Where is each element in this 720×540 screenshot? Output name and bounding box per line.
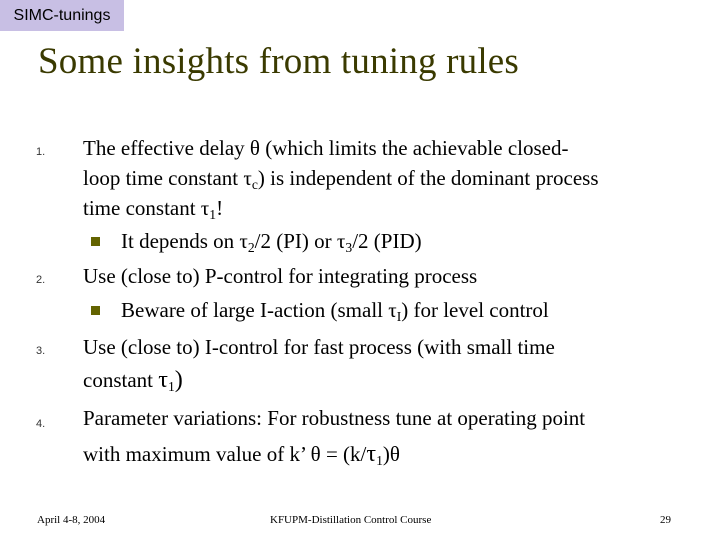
square-bullet-icon bbox=[91, 306, 100, 315]
item-number: 4. bbox=[36, 418, 46, 430]
item-2-subbullet: Beware of large I-action (small $\tau_I$) for level control bbox=[91, 298, 549, 323]
item-number: 3. bbox=[36, 345, 46, 357]
square-bullet-icon bbox=[91, 237, 100, 246]
footer-page-number: 29 bbox=[660, 514, 671, 526]
item-1-subbullet: It depends on $\tau_2/2$ (PI) or $\tau_3/2$ (PID) bbox=[91, 229, 422, 254]
item-number: 2. bbox=[36, 274, 46, 286]
footer-course: KFUPM-Distillation Control Course bbox=[270, 514, 432, 526]
footer-date: April 4-8, 2004 bbox=[37, 514, 106, 526]
item-4-line-2: with maximum value of k’ $\theta = (k/\tau_1)\theta$ bbox=[83, 440, 400, 469]
item-1-line-2: loop time constant $\tau_c$) is independent of the dominant process bbox=[83, 166, 599, 193]
item-4-line-1: Parameter variations: For robustness tune at operating point bbox=[83, 406, 586, 430]
section-tag: SIMC-tunings bbox=[0, 0, 124, 31]
item-1-line-3: time constant $\tau_1$! bbox=[83, 196, 224, 223]
slide-title: Some insights from tuning rules bbox=[38, 41, 520, 82]
item-2-line-1: Use (close to) P-control for integrating process bbox=[83, 264, 478, 288]
item-number: 1. bbox=[36, 146, 46, 158]
item-3-line-1: Use (close to) I-control for fast process (with small time bbox=[83, 335, 555, 359]
item-1-line-1: The effective delay θ (which limits the achievable closed- bbox=[83, 136, 569, 160]
item-3-line-2: constant $\tau_1$) bbox=[83, 366, 183, 395]
